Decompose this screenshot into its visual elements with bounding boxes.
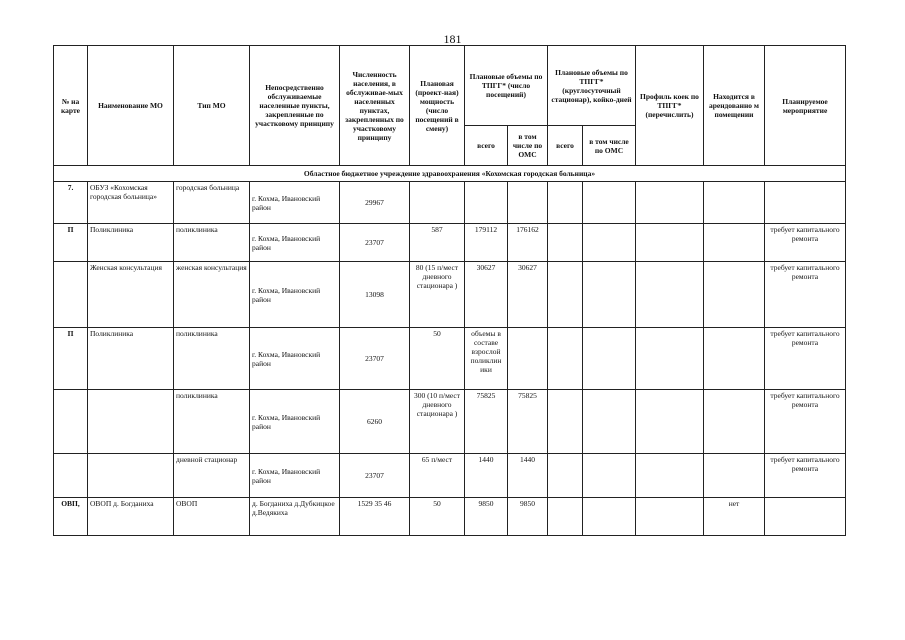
header-rented: Находится в арендованно м помещении: [704, 46, 765, 166]
cell-served: г. Кохма, Ивановский район: [250, 390, 340, 454]
cell-rented: [704, 390, 765, 454]
cell-num: [54, 390, 88, 454]
cell-name: [88, 390, 174, 454]
table-row: [54, 262, 846, 328]
table-row: [54, 498, 846, 536]
cell-visits-oms: 9850: [508, 498, 548, 536]
cell-profile: [636, 498, 704, 536]
cell-beds-oms: [583, 390, 636, 454]
header-population: Численность населения, в обслуживае-мых населенных пунктах, закрепленных по участковому принципу: [340, 46, 410, 166]
section-title: Областное бюджетное учреждение здравоохранения «Кохомская городская больница»: [54, 166, 846, 182]
cell-served: г. Кохма, Ивановский район: [250, 182, 340, 224]
cell-beds-oms: [583, 328, 636, 390]
cell-population: 23707: [340, 454, 410, 498]
cell-capacity: [410, 182, 465, 224]
cell-name: Женская консультация: [88, 262, 174, 328]
cell-num: ОВП,: [54, 498, 88, 536]
cell-planned: требует капитального ремонта: [765, 262, 846, 328]
cell-visits-total: 179112: [465, 224, 508, 262]
header-type: Тип МО: [174, 46, 250, 166]
cell-population: 1529 35 46: [340, 498, 410, 536]
cell-visits-oms: 176162: [508, 224, 548, 262]
cell-capacity: 300 (10 п/мест дневного стационара ): [410, 390, 465, 454]
cell-type: поликлиника: [174, 328, 250, 390]
cell-capacity: 65 п/мест: [410, 454, 465, 498]
header-capacity: Плановая (проект-ная) мощность (число посещений в смену): [410, 46, 465, 166]
cell-served: г. Кохма, Ивановский район: [250, 224, 340, 262]
cell-population: 13098: [340, 262, 410, 328]
cell-profile: [636, 390, 704, 454]
header-profile: Профиль коек по ТПГГ* (перечислить): [636, 46, 704, 166]
cell-visits-oms: 30627: [508, 262, 548, 328]
cell-planned: [765, 182, 846, 224]
header-served: Непосредственно обслуживаемые населенные пункты, закрепленные по участковому принципу: [250, 46, 340, 166]
header-beds: Плановые объемы по ТПГГ* (круглосуточный стационар), койко-дней: [548, 46, 636, 126]
cell-planned: требует капитального ремонта: [765, 328, 846, 390]
cell-visits-oms: [508, 182, 548, 224]
cell-rented: [704, 328, 765, 390]
header-row-1: [54, 46, 846, 126]
cell-visits-total: 75825: [465, 390, 508, 454]
cell-planned: требует капитального ремонта: [765, 390, 846, 454]
cell-visits-total: объемы в составе взрослой поликлин ики: [465, 328, 508, 390]
cell-beds-total: [548, 454, 583, 498]
header-beds-total: всего: [548, 126, 583, 166]
cell-visits-total: 30627: [465, 262, 508, 328]
cell-name: Поликлиника: [88, 328, 174, 390]
header-beds-oms: в том числе по ОМС: [583, 126, 636, 166]
cell-rented: [704, 224, 765, 262]
cell-beds-total: [548, 224, 583, 262]
cell-profile: [636, 262, 704, 328]
cell-beds-oms: [583, 454, 636, 498]
cell-served: г. Кохма, Ивановский район: [250, 454, 340, 498]
cell-beds-total: [548, 498, 583, 536]
cell-visits-oms: [508, 328, 548, 390]
cell-type: поликлиника: [174, 224, 250, 262]
cell-visits-oms: 75825: [508, 390, 548, 454]
table-row: [54, 182, 846, 224]
table-row: [54, 328, 846, 390]
cell-served: г. Кохма, Ивановский район: [250, 262, 340, 328]
cell-visits-total: 9850: [465, 498, 508, 536]
header-visits-oms: в том числе по ОМС: [508, 126, 548, 166]
cell-capacity: 587: [410, 224, 465, 262]
header-num: № на карте: [54, 46, 88, 166]
header-planned: Планируемое мероприятие: [765, 46, 846, 166]
cell-num: [54, 454, 88, 498]
cell-profile: [636, 182, 704, 224]
cell-served: г. Кохма, Ивановский район: [250, 328, 340, 390]
cell-visits-total: 1440: [465, 454, 508, 498]
cell-planned: требует капитального ремонта: [765, 224, 846, 262]
cell-profile: [636, 328, 704, 390]
cell-population: 23707: [340, 224, 410, 262]
cell-name: ОБУЗ «Кохомская городская больница»: [88, 182, 174, 224]
cell-type: женская консультация: [174, 262, 250, 328]
cell-type: ОВОП: [174, 498, 250, 536]
cell-rented: [704, 182, 765, 224]
cell-type: городская больница: [174, 182, 250, 224]
cell-population: 6260: [340, 390, 410, 454]
cell-num: П: [54, 224, 88, 262]
cell-beds-total: [548, 328, 583, 390]
cell-type: поликлиника: [174, 390, 250, 454]
header-visits-total: всего: [465, 126, 508, 166]
cell-beds-total: [548, 262, 583, 328]
table-row: [54, 390, 846, 454]
cell-rented: [704, 454, 765, 498]
cell-profile: [636, 224, 704, 262]
header-name: Наименование МО: [88, 46, 174, 166]
cell-capacity: 80 (15 п/мест дневного стационара ): [410, 262, 465, 328]
cell-beds-total: [548, 390, 583, 454]
cell-beds-oms: [583, 224, 636, 262]
cell-num: [54, 262, 88, 328]
cell-beds-oms: [583, 262, 636, 328]
cell-type: дневной стационар: [174, 454, 250, 498]
cell-beds-total: [548, 182, 583, 224]
header-visits: Плановые объемы по ТПГГ* (число посещений): [465, 46, 548, 126]
cell-visits-oms: 1440: [508, 454, 548, 498]
cell-rented: [704, 262, 765, 328]
cell-beds-oms: [583, 182, 636, 224]
cell-served: д. Богданиха д.Дубкицкое д.Ведякиха: [250, 498, 340, 536]
cell-capacity: 50: [410, 498, 465, 536]
cell-population: 29967: [340, 182, 410, 224]
cell-visits-total: [465, 182, 508, 224]
cell-planned: [765, 498, 846, 536]
medical-facilities-table: [53, 45, 846, 536]
cell-capacity: 50: [410, 328, 465, 390]
cell-population: 23707: [340, 328, 410, 390]
cell-num: 7.: [54, 182, 88, 224]
cell-name: ОВОП д. Богданиха: [88, 498, 174, 536]
cell-beds-oms: [583, 498, 636, 536]
cell-name: [88, 454, 174, 498]
cell-profile: [636, 454, 704, 498]
cell-rented: нет: [704, 498, 765, 536]
table-row: [54, 454, 846, 498]
page-number: 181: [443, 32, 462, 46]
table-row: [54, 224, 846, 262]
cell-planned: требует капитального ремонта: [765, 454, 846, 498]
section-row: [54, 166, 846, 182]
cell-num: П: [54, 328, 88, 390]
cell-name: Поликлиника: [88, 224, 174, 262]
